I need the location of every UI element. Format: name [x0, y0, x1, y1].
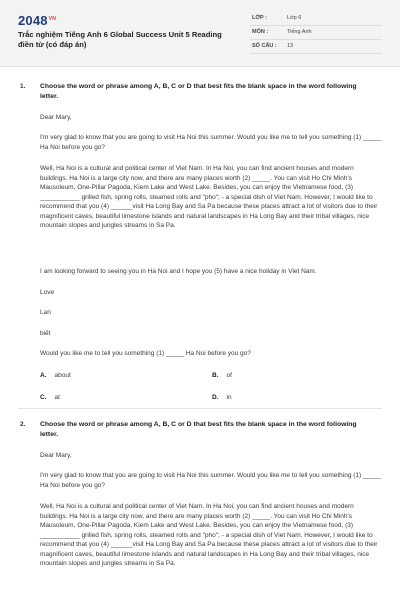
- meta-key: MÔN :: [252, 29, 269, 35]
- option-letter: B.: [212, 372, 219, 379]
- letter-paragraph-3: I am looking forward to seeing you in Ha Noi and I hope you (5) have a nice holiday in Viet Nam.: [40, 268, 317, 275]
- meta-key: LỚP :: [252, 15, 267, 21]
- page-header: [0, 0, 400, 67]
- question-number: 2.: [20, 421, 26, 428]
- letter-paragraph-1: I'm very glad to know that you are going to visit Ha Noi this summer. Would you like me to tell you something (1) _____ Ha Noi before you go?: [40, 134, 382, 151]
- option-letter: A.: [40, 372, 47, 379]
- option-d[interactable]: [212, 393, 232, 403]
- question-prompt: Choose the word or phrase among A, B, C or D that best fits the blank space in the word following letter.: [40, 83, 357, 100]
- option-text: at: [54, 394, 60, 401]
- option-letter: D.: [212, 394, 219, 401]
- site-logo[interactable]: [18, 13, 56, 28]
- question-prompt: Choose the word or phrase among A, B, C or D that best fits the blank space in the word following letter.: [40, 421, 357, 438]
- meta-row-subject: [250, 26, 382, 40]
- question-text: Would you like me to tell you something (1) _____ Ha Noi before you go?: [40, 350, 251, 357]
- letter-salutation: Dear Mary,: [40, 114, 72, 121]
- meta-value: Lớp 6: [287, 15, 302, 21]
- letter-paragraph-2: Well, Ha Noi is a cultural and political center of Viet Nam. In Ha Noi, you can find ancient houses and modern buildings. Ha Noi is a large city now, and there are many places worth (2) _____. You can visit Ho Chi Minh's Mausoleum, One-Pillar Pagoda, Kiem Lake and West Lake. Besides, you can enjoy the Vietnamese food, (3) ___________ grilled fish, spring rolls, steamed rolls and "pho"; - a special dish of Viet Nam. However, I would like to recommend that you (4) ______visit Ha Long Bay and Sa Pa because these places attract a lot of visitors due to their magnificent caves, beautiful limestone islands and natural landscapes in Ha Long Bay and their tribal villages, nice mountain slopes and jungles streams in Sa Pa.: [40, 503, 378, 567]
- letter-paragraph-1: I'm very glad to know that you are going to visit Ha Noi this summer. Would you like me to tell you something (1) _____ Ha Noi before you go?: [40, 472, 382, 489]
- letter-sign: biết: [40, 330, 51, 337]
- letter-name: Lan: [40, 309, 51, 316]
- meta-row-count: [250, 40, 382, 54]
- letter-paragraph-2: Well, Ha Noi is a cultural and political center of Viet Nam. In Ha Noi, you can find ancient houses and modern buildings. Ha Noi is a large city now, and there are many places worth (2) _____. You can visit Ho Chi Minh's Mausoleum, One-Pillar Pagoda, Kiem Lake and West Lake. Besides, you can enjoy the Vietnamese food, (3) ___________ grilled fish, spring rolls, steamed rolls and "pho"; - a special dish of Viet Nam. However, I would like to recommend that you (4) ______visit Ha Long Bay and Sa Pa because these places attract a lot of visitors due to their magnificent caves, beautiful limestone islands and natural landscapes in Ha Long Bay and their tribal villages, nice mountain slopes and jungles streams in Sa Pa.: [40, 165, 378, 229]
- logo-text: 2048: [18, 13, 48, 28]
- option-text: about: [54, 372, 71, 379]
- meta-key: SỐ CÂU :: [252, 43, 277, 49]
- question-number: 1.: [20, 83, 26, 90]
- option-b[interactable]: [212, 371, 232, 381]
- meta-value: Tiếng Anh: [287, 29, 312, 35]
- option-text: in: [226, 394, 232, 401]
- option-c[interactable]: [40, 393, 60, 403]
- page-title: Trắc nghiệm Tiếng Anh 6 Global Success Unit 5 Reading điền từ (có đáp án): [18, 30, 222, 49]
- logo-suffix: VN: [48, 15, 57, 22]
- option-text: of: [226, 372, 232, 379]
- meta-row-grade: [250, 12, 382, 26]
- option-letter: C.: [40, 394, 47, 401]
- question-divider: [18, 408, 382, 409]
- letter-closing: Love: [40, 289, 55, 296]
- option-a[interactable]: [40, 371, 71, 381]
- meta-value: 13: [287, 43, 294, 49]
- letter-salutation: Dear Mary,: [40, 452, 72, 459]
- meta-table: [250, 12, 382, 54]
